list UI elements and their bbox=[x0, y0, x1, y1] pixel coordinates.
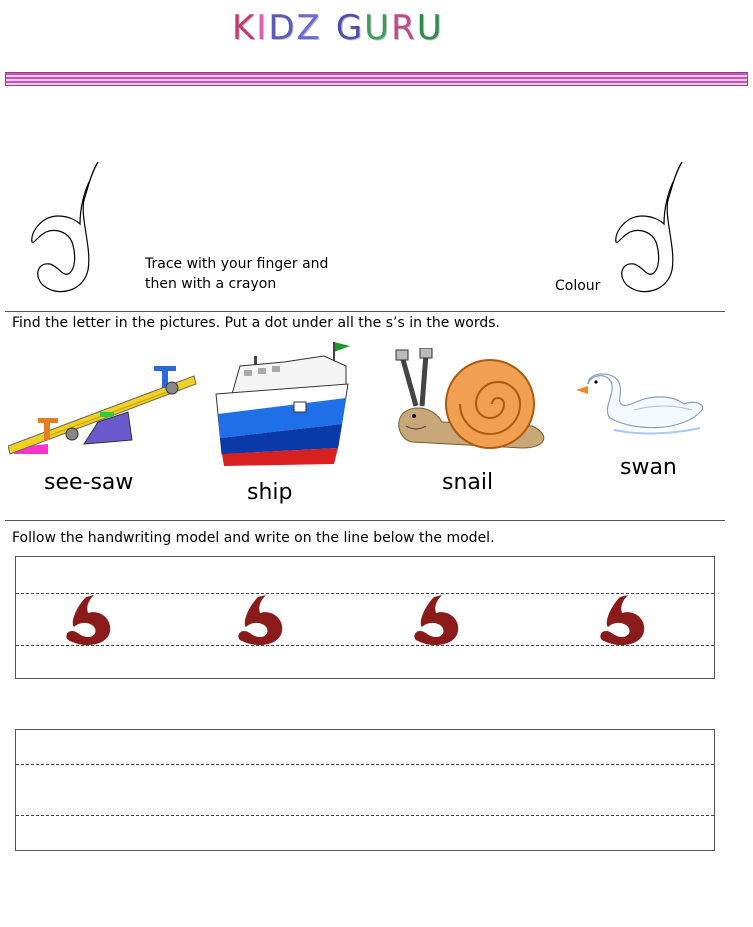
snail-icon bbox=[382, 348, 552, 452]
trace-letter-outline bbox=[28, 158, 118, 298]
brand-letter: Z bbox=[296, 8, 322, 48]
brand-letter: U bbox=[416, 8, 444, 48]
handwriting-practice-box[interactable] bbox=[15, 729, 715, 851]
section-divider bbox=[5, 311, 725, 312]
swan-icon bbox=[574, 370, 708, 438]
brand-letter: R bbox=[391, 8, 417, 48]
colour-letter-outline bbox=[612, 158, 702, 298]
handwriting-instruction: Follow the handwriting model and write on the line below the model. bbox=[12, 530, 495, 546]
brand-logo bbox=[232, 8, 444, 48]
seesaw-icon bbox=[8, 362, 198, 458]
picture-word: swan bbox=[620, 455, 677, 480]
model-glyph bbox=[412, 593, 464, 649]
trace-instruction-line1: Trace with your finger and bbox=[145, 256, 329, 272]
picture-word: snail bbox=[442, 470, 494, 495]
model-glyph bbox=[598, 593, 650, 649]
guide-line bbox=[16, 764, 714, 765]
guide-line bbox=[16, 815, 714, 816]
trace-instruction-line2: then with a crayon bbox=[145, 276, 277, 292]
brand-letter: K bbox=[232, 8, 257, 48]
colour-label: Colour bbox=[555, 278, 601, 294]
model-glyph bbox=[236, 593, 288, 649]
header-rule bbox=[5, 72, 748, 86]
ship-icon bbox=[214, 336, 354, 472]
picture-word: ship bbox=[247, 480, 293, 505]
model-glyph bbox=[64, 593, 116, 649]
brand-letter: I bbox=[256, 8, 269, 48]
brand-letter: G bbox=[335, 8, 365, 48]
picture-word: see-saw bbox=[44, 470, 134, 495]
find-instruction: Find the letter in the pictures. Put a dot under all the s’s in the words. bbox=[12, 315, 500, 331]
brand-letter: D bbox=[268, 8, 297, 48]
handwriting-model-box bbox=[15, 556, 715, 679]
section-divider bbox=[5, 520, 725, 521]
brand-letter: U bbox=[364, 8, 392, 48]
